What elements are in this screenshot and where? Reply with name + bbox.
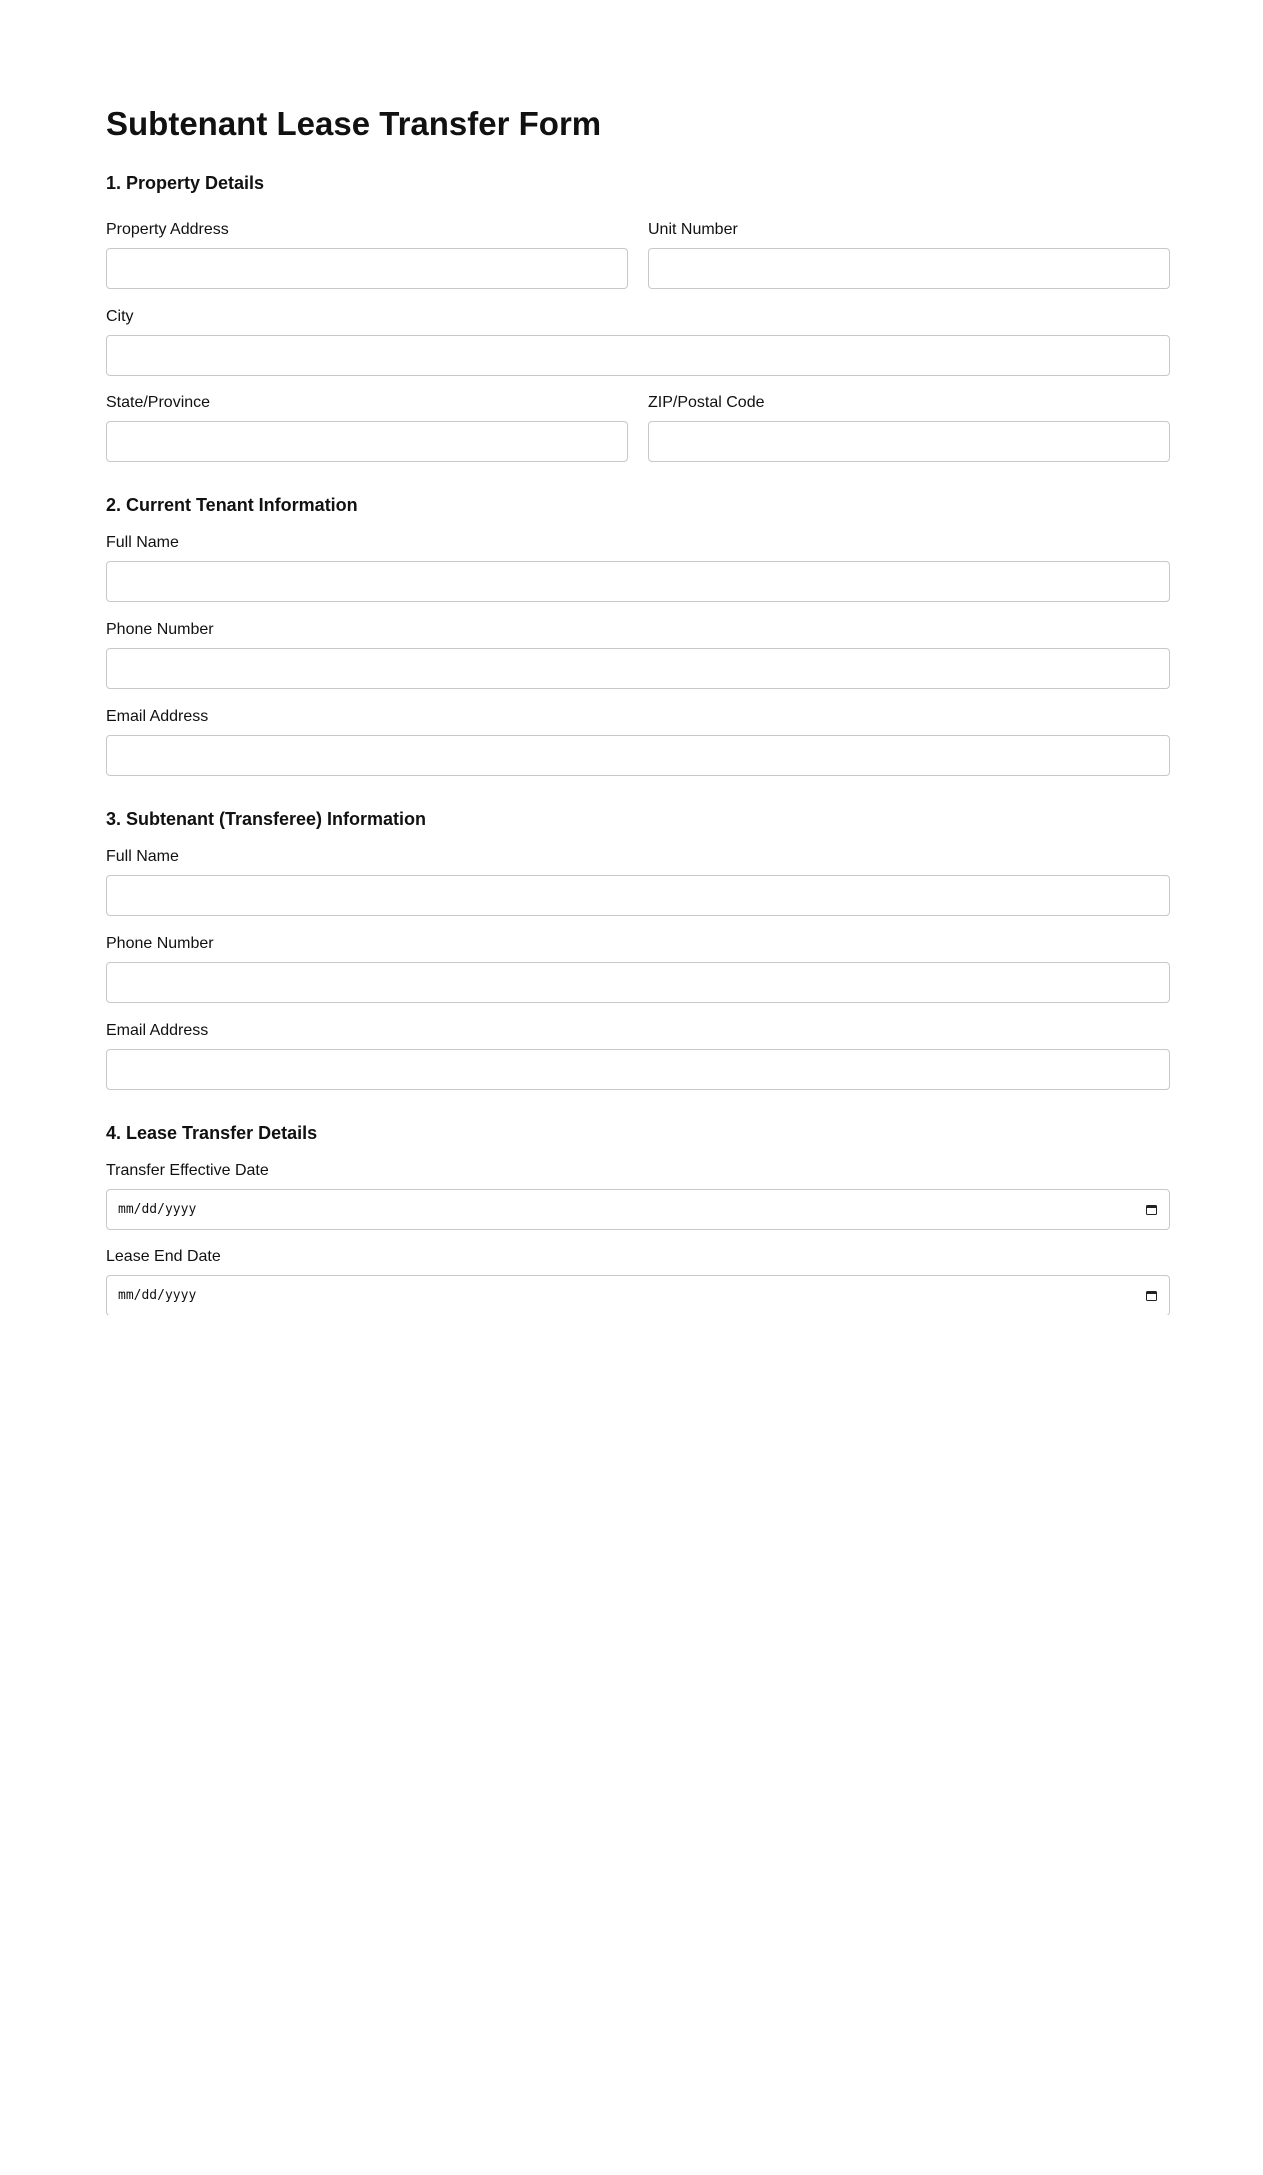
unit-number-field-group	[648, 220, 1170, 289]
subtenant-name-label: Full Name	[106, 848, 179, 865]
lease-end-date-input[interactable]	[106, 1275, 1170, 1315]
transfer-effective-date-input[interactable]	[106, 1189, 1170, 1230]
subtenant-email-input[interactable]	[106, 1049, 1170, 1090]
city-input[interactable]	[106, 335, 1170, 376]
subtenant-name-field-group	[106, 847, 1170, 916]
section-title-current-tenant: 2. Current Tenant Information	[106, 495, 358, 515]
lease-end-date-label: Lease End Date	[106, 1248, 221, 1265]
current-tenant-name-label: Full Name	[106, 534, 179, 551]
subtenant-phone-label: Phone Number	[106, 935, 214, 952]
property-address-row	[106, 220, 1170, 289]
property-address-field-group	[106, 220, 628, 289]
section-title-subtenant: 3. Subtenant (Transferee) Information	[106, 809, 427, 829]
current-tenant-email-field-group	[106, 707, 1170, 776]
transfer-effective-date-placeholder: mm/dd/yyyy	[118, 1202, 197, 1217]
subtenant-phone-input[interactable]	[106, 962, 1170, 1003]
page-title: Subtenant Lease Transfer Form	[106, 105, 602, 142]
city-field-group	[106, 307, 1170, 376]
calendar-icon[interactable]	[1146, 1205, 1157, 1215]
unit-number-label: Unit Number	[648, 221, 738, 238]
subtenant-phone-field-group	[106, 934, 1170, 1003]
lease-end-date-field-group	[106, 1247, 1170, 1315]
state-field-group	[106, 393, 628, 462]
current-tenant-phone-field-group	[106, 620, 1170, 689]
state-label: State/Province	[106, 394, 211, 411]
zip-input[interactable]	[648, 421, 1170, 462]
current-tenant-phone-label: Phone Number	[106, 621, 214, 638]
city-label: City	[106, 308, 134, 325]
transfer-effective-date-label: Transfer Effective Date	[106, 1162, 269, 1179]
subtenant-email-label: Email Address	[106, 1022, 209, 1039]
current-tenant-email-input[interactable]	[106, 735, 1170, 776]
state-zip-row	[106, 393, 1170, 462]
unit-number-input[interactable]	[648, 248, 1170, 289]
current-tenant-phone-input[interactable]	[106, 648, 1170, 689]
zip-label: ZIP/Postal Code	[648, 394, 765, 411]
property-address-label: Property Address	[106, 221, 229, 238]
current-tenant-name-input[interactable]	[106, 561, 1170, 602]
zip-field-group	[648, 393, 1170, 462]
transfer-effective-date-field-group	[106, 1161, 1170, 1230]
subtenant-email-field-group	[106, 1021, 1170, 1090]
current-tenant-name-field-group	[106, 533, 1170, 602]
lease-transfer-form	[106, 100, 1170, 1315]
subtenant-name-input[interactable]	[106, 875, 1170, 916]
state-input[interactable]	[106, 421, 628, 462]
section-title-lease-transfer: 4. Lease Transfer Details	[106, 1123, 318, 1143]
property-address-input[interactable]	[106, 248, 628, 289]
current-tenant-email-label: Email Address	[106, 708, 209, 725]
calendar-icon[interactable]	[1146, 1291, 1157, 1301]
section-title-property-details: 1. Property Details	[106, 173, 265, 193]
lease-end-date-placeholder: mm/dd/yyyy	[118, 1288, 197, 1303]
